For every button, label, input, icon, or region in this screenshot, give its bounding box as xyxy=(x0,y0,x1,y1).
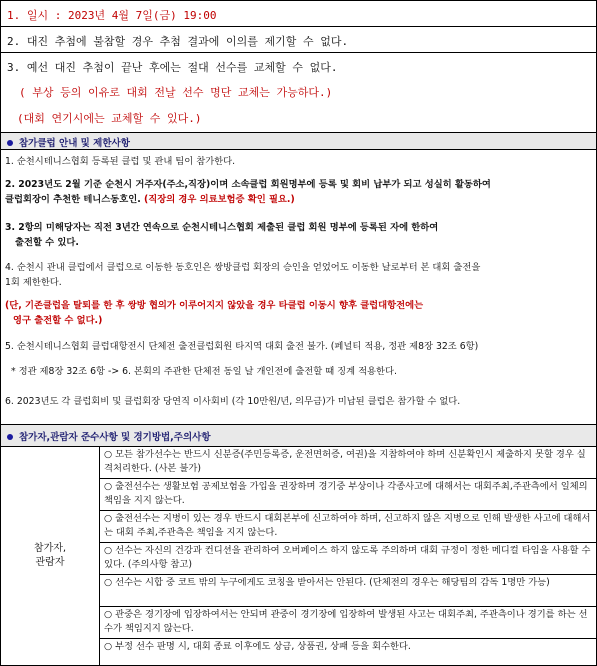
rule-item-insurance: ○ 출전선수는 생활보험 공제보험을 가입을 권장하며 경기중 부상이나 각종사고에 대해서는 대회주최,주관측에서 일체의 책임을 지지 않는다. xyxy=(100,479,596,511)
rule-item-spectators: ○ 관중은 경기장에 입장하여서는 안되며 관중이 경기장에 입장하여 발생된 사고는 대회주최, 주관측이나 경기를 하는 선수가 책임지지 않는다. xyxy=(100,607,596,639)
rule-substitution-note2: (대회 연기시에는 교체할 수 있다.) xyxy=(17,112,202,125)
rule-item-fraud: ○ 부정 선수 판명 시, 대회 종료 이후에도 상금, 상품권, 상패 등을 회수한다. xyxy=(104,641,411,652)
club-rule-5: 5. 순천시테니스협회 클럽대항전시 단체전 출전클럽회원 타지역 대회 출전 불가. (페널티 적용, 정관 제8장 32조 6항) xyxy=(5,341,479,352)
bullet-icon xyxy=(7,434,13,440)
section-title-rules: 참가자,관람자 준수사항 및 경기방법,주의사항 xyxy=(19,432,211,443)
rule-date-row xyxy=(1,1,596,27)
section-body-clubs xyxy=(1,150,596,425)
club-rule-5-note: * 정관 제8장 32조 6항 -> 6. 본회의 주관한 단체전 동일 날 개인전에 출전할 때 징계 적용한다. xyxy=(11,366,397,377)
participant-rules-list xyxy=(100,447,596,665)
club-rule-4-line1: 4. 순천시 관내 클럽에서 클럽으로 이동한 동호인은 쌍방클럽 회장의 승인을 얻었어도 이동한 날로부터 본 대회 출전을 xyxy=(5,262,481,273)
bullet-icon xyxy=(7,140,13,146)
club-rule-4-line2: 1회 제한한다. xyxy=(5,277,62,288)
rule-date: 1. 일시 : 2023년 4월 7일(금) 19:00 xyxy=(7,9,217,22)
section-header-clubs xyxy=(1,133,596,150)
club-rule-6: 6. 2023년도 각 클럽회비 및 클럽회장 당연직 이사회비 (각 10만원/년, 의무금)가 미납된 클럽은 참가할 수 없다. xyxy=(5,396,461,407)
section-title-clubs: 참가클럽 안내 및 제한사항 xyxy=(19,138,130,149)
club-rule-2-line2: 클럽회장이 추천한 테니스동호인. (직장의 경우 의료보험증 확인 필요.) xyxy=(5,194,295,205)
rule-item-coaching: ○ 선수는 시합 중 코트 밖의 누구에게도 코칭을 받아서는 안된다. (단체전의 경우는 해당팀의 감독 1명만 가능) xyxy=(100,575,596,607)
club-rule-3-line1: 3. 2항의 미해당자는 직전 3년간 연속으로 순천시테니스협회 제출된 클럽 회원 명부에 등록된 자에 한하여 xyxy=(5,222,439,233)
rule-absence-row xyxy=(1,27,596,53)
section-header-rules xyxy=(1,425,596,447)
club-rule-4-red1: (단, 기존클럽을 탈퇴를 한 후 쌍방 협의가 이루어지지 않았을 경우 타클럽 이동시 향후 클럽대항전에는 xyxy=(5,300,424,311)
club-rule-4-red2: 영구 출전할 수 없다.) xyxy=(13,315,103,326)
rule-item-id: ○ 모든 참가선수는 반드시 신분증(주민등록증, 운전면허증, 여권)을 지참하여야 하며 신분확인시 제출하지 못할 경우 실격처리한다. (사본 불가) xyxy=(100,447,596,479)
club-rule-2-line1: 2. 2023년도 2월 기준 순천시 거주자(주소,직장)이며 소속클럽 회원명부에 등록 및 회비 납부가 되고 성실히 활동하여 xyxy=(5,179,491,190)
rule-item-illness: ○ 출전선수는 지병이 있는 경우 반드시 대회본부에 신고하여야 하며, 신고하지 않은 지병으로 인해 발생한 사고에 대해서는 대회 주최,주관측은 책임을 지지 않는다. xyxy=(100,511,596,543)
participant-label: 참가자, 관람자 xyxy=(1,447,100,665)
rule-substitution: 3. 예선 대진 추첨이 끝난 후에는 절대 선수를 교체할 수 없다. xyxy=(7,61,338,74)
rule-absence: 2. 대진 추첨에 불참할 경우 추첨 결과에 이의를 제기할 수 없다. xyxy=(7,35,349,48)
club-rule-3-line2: 출전할 수 있다. xyxy=(15,237,79,248)
rule-item-health: ○ 선수는 자신의 건강과 컨디션을 관리하여 오버페이스 하지 않도록 주의하며 대회 규정이 정한 메디컬 타임을 사용할 수 있다. (주의사항 참고) xyxy=(100,543,596,575)
club-rule-2-red: (직장의 경우 의료보험증 확인 필요.) xyxy=(140,194,295,205)
rule-substitution-row xyxy=(1,53,596,133)
participant-rules-table xyxy=(1,447,596,665)
rule-substitution-note1: ( 부상 등의 이유로 대회 전날 선수 명단 교체는 가능하다.) xyxy=(19,86,333,99)
club-rule-1: 1. 순천시테니스협회 등록된 클럽 및 관내 팀이 참가한다. xyxy=(5,156,236,167)
